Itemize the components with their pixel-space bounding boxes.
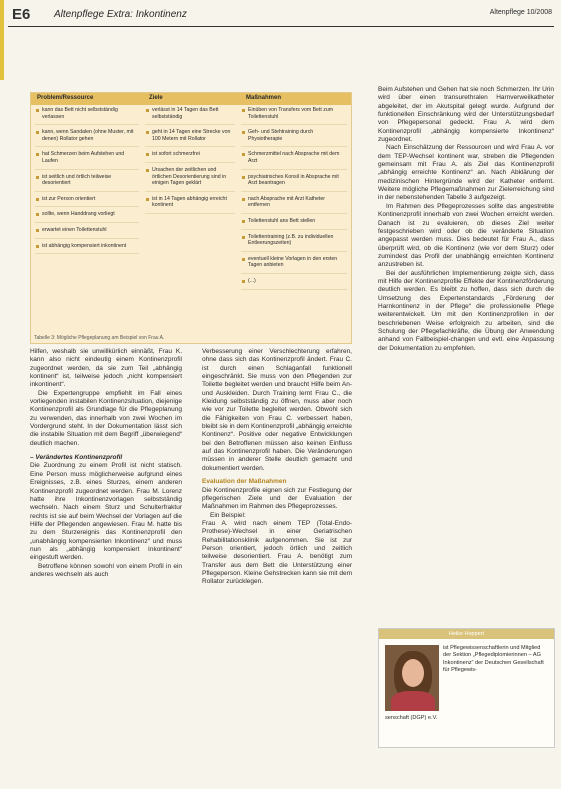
author-box xyxy=(378,628,555,748)
list-item: Toilettenstuhl ans Bett stellen xyxy=(241,218,347,230)
list-item: ist sofort schmerzfrei xyxy=(145,151,235,163)
list-item: erwartet einen Toilettenstuhl xyxy=(35,227,139,239)
paragraph: Frau A. wird nach einem TEP (Total-Endo-Prothese)-Wechsel in einer Geriatrischen Rehabilitationsklinik aufgenommen. Sie ist zur Person orientiert, jedoch örtlich und zeitlich teilweise desorientiert. Frau A. benötigt zum Transfer aus dem Bett die Unterstützung einer Pflegeperson. Kleine Gehstrecken kann sie mit dem Rollator zurücklegen. xyxy=(202,519,352,586)
list-item: ist abhängig kompensiert inkontinent xyxy=(35,243,139,255)
header-goals: Ziele xyxy=(149,95,163,101)
author-bio-tail: senschaft (DGP) e.V. xyxy=(385,715,438,721)
color-accent-bar xyxy=(0,0,4,80)
author-name: Heike Hoppert xyxy=(379,629,554,639)
subheading: – Verändertes Kontinenzprofil xyxy=(30,454,123,462)
list-item: ist in 14 Tagen abhängig erreicht kontinent xyxy=(145,196,235,214)
paragraph: Hilfen, weshalb sie unwillkürlich einnäßt, Frau K. kann also nicht eindeutig einem Kontinenzprofil zugeordnet werden, da sie zum Teil „abhängig kontinent“ ist, teilweise jedoch „nicht kompensiert inkontinent“. xyxy=(30,348,182,389)
list-item: (...) xyxy=(241,278,347,290)
paragraph: Ein Beispiel: xyxy=(210,511,246,519)
list-item: sollte, wenn Handdrang vorliegt xyxy=(35,211,139,223)
list-item: Schmerzmittel nach Absprache mit dem Arzt xyxy=(241,151,347,169)
issue-label: Altenpflege 10/2008 xyxy=(489,9,552,16)
header-measures: Maßnahmen xyxy=(246,95,282,101)
list-item: hat Schmerzen beim Aufstehen und Laufen xyxy=(35,151,139,169)
list-item: geht in 14 Tagen eine Strecke von 100 Metern mit Rollator xyxy=(145,129,235,147)
care-plan-table xyxy=(30,92,352,344)
paragraph: Nach Einschätzung der Ressourcen und wird Frau A. vor dem TEP-Wechsel kontinent war, streben die Pflegenden gemeinsam mit Frau A. als Ziel das Kontinenzprofil „abhängig erreichte Kontinenz“ an. Nach Abklärung der medizinischen Hintergründe wird der Katheter entfernt. Weitere mögliche Pflegemaßnahmen zur Zielerreichung sind in der nebenstehenden Tabelle 3 aufgezeigt. xyxy=(378,144,554,202)
list-item: eventuell kleine Vorlagen in den ersten Tagen anbieten xyxy=(241,256,347,274)
paragraph: Im Rahmen des Pflegeprozesses sollte das angestrebte Kontinenzprofil innerhalb von zwei Wochen erreicht werden. Danach ist zu evaluieren, ob dieses Ziel weiter festgeschrieben wird oder ob die veränderte Situation angepasst werden muss. Dies bedeutet für Frau A., dass überprüft wird, ob die Kontinenz (wie vor dem Sturz) oder zumindest das Profil der unabhängig erreichten Kontinenz anzustreben ist. xyxy=(378,202,554,269)
problem-column xyxy=(35,107,139,258)
table-caption: Tabelle 3: Mögliche Pflegeplanung am Beispiel von Frau A. xyxy=(34,335,165,341)
list-item: psychiatrisches Konsil in Absprache mit Arzt beantragen xyxy=(241,174,347,192)
page-number: E6 xyxy=(12,6,31,23)
text-column-2 xyxy=(202,348,352,587)
paragraph: Die Zuordnung zu einem Profil ist nicht statisch. Eine Person muss möglicherweise aufgrund eines Ereignisses, z.B. eines Sturzes, einem anderen Kontinenzprofil zugeordnet werden. Frau M. Lorenz hatte ihre Inkontinenzvorlagen selbstständig wechseln. Nach einem Sturz und Schulterfraktur rechts ist sie auf beim Wechsel der Vorlagen auf die Hilfe der Pflegenden angewiesen. Frau M. hatte bis zu dem Sturzereignis das Kontinenzprofil den „unabhängig kompensierten Inkontinenz“ und muss nun als „abhängig kompensiert Inkontinent“ eingestuft werden. xyxy=(30,462,182,562)
text-column-1 xyxy=(30,348,182,579)
paragraph: Betroffene können sowohl von einem Profil in ein anderes wechseln als auch xyxy=(30,562,182,578)
text-column-3 xyxy=(378,86,554,353)
paragraph: Beim Aufstehen und Gehen hat sie noch Schmerzen. Ihr Urin wird über einen transurethralen Harnverweilkatheter abgeleitet, der im Akutspital gelegt wurde. Aufgrund der funktionellen Einschränkung wird der Unterstützungsbedarf von Pflegepersonal gedeckt. Frau A. wird dem Kontinenzprofil „abhängig kompensierte Inkontinenz“ zugeordnet. xyxy=(378,86,554,144)
list-item: Toilettentraining (z.B. zu individuellen Entleerungszeiten) xyxy=(241,234,347,252)
header-problem: Problem/Ressource xyxy=(37,95,94,101)
list-item: verlässt in 14 Tagen das Bett selbstständig xyxy=(145,107,235,125)
author-bio: ist Pflegewissenschaftlerin und Mitglied der Sektion „Pflegediplomierinnen – AG Inkontinenz“ der Deutschen Gesellschaft für Pflegewis- xyxy=(443,645,544,674)
list-item: Einüben von Transfers vom Bett zum Toilettenstuhl xyxy=(241,107,347,125)
list-item: kann das Bett nicht selbstständig verlassen xyxy=(35,107,139,125)
author-photo xyxy=(385,645,439,711)
paragraph: Verbesserung einer Verschlechterung erfahren, ohne dass sich das Kontinenzprofil ändert. Frau C. ist durch einen Schlaganfall funktionell eingeschränkt. Sie muss von den Pflegenden zur Toilette begleitet werden und braucht Hilfe beim An- und Auskleiden. Durch Training lernt Frau C., die Kleidung selbstständig zu öffnen, muss aber noch wie vor zur Toilette begleitet werden. Obwohl sich die Fähigkeiten von Frau C. verbessert haben, bleibt sie in dem Kontinenzprofil „abhängig erreichte Kontinenz“. Positive oder negative Entwicklungen bei den Betroffenen müssen also keinen Einfluss auf das Kontinenzprofil haben. Die Veränderungen müssen in anderer Stelle deutlich gemacht und dokumentiert werden. xyxy=(202,348,352,472)
list-item: nach Absprache mit Arzt Katheter entfernen xyxy=(241,196,347,214)
list-item: ist zur Person orientiert xyxy=(35,196,139,208)
list-item: kann, wenn Sandalen (ohne Muster, mit denen) Rollator gehen xyxy=(35,129,139,147)
goals-column xyxy=(145,107,235,218)
page-header xyxy=(8,4,554,27)
list-item: Ursachen der zeitlichen und örtlichen Desorientierung sind in einigen Tagen geklärt xyxy=(145,167,235,192)
paragraph: Die Kontinenzprofile eignen sich zur Festlegung der pflegerischen Ziele und der Evaluation der Maßnahmen im Rahmen des Pflegeprozesses. xyxy=(202,486,352,511)
section-title: Altenpflege Extra: Inkontinenz xyxy=(54,9,187,20)
paragraph: Die Expertengruppe empfiehlt im Fall eines vorliegenden instabilen Kontinenzsituation, diejenige Kontinenzprofil als Grundlage für die Pflegeplanung zu verwenden, das innerhalb von zwei Wochen im Vordergrund steht. In der Dokumentation lässt sich die instabile Situation mit dem Begriff „überwiegend“ deutlich machen. xyxy=(30,389,182,447)
list-item: ist seitlich und örtlich teilweise desorientiert xyxy=(35,174,139,192)
measures-column xyxy=(241,107,347,294)
section-heading: Evaluation der Maßnahmen xyxy=(202,478,287,486)
list-item: Geh- und Stehtraining durch Physiotherapie xyxy=(241,129,347,147)
paragraph: Bei der ausführlichen Implementierung zeigte sich, dass mit Hilfe der Kontinenzprofile Effekte der Kontinenzförderung deutlich werden. Es bleibt zu hoffen, dass sich durch die Umsetzung des Expertenstandards „Förderung der Harnkontinenz in der Pflege“ die professionelle Pflege weiterentwickelt. Um mit den Kontinenzprofilen in der beschriebenen Weise erfolgreich zu arbeiten, sind die Schulung der Pflegefachkräfte, die Übung der Anwendung anhand von Fallbeispiel-changen und evtl. eine Anpassung der Dokumentation zu empfehlen. xyxy=(378,269,554,352)
table-header-row xyxy=(31,93,351,105)
